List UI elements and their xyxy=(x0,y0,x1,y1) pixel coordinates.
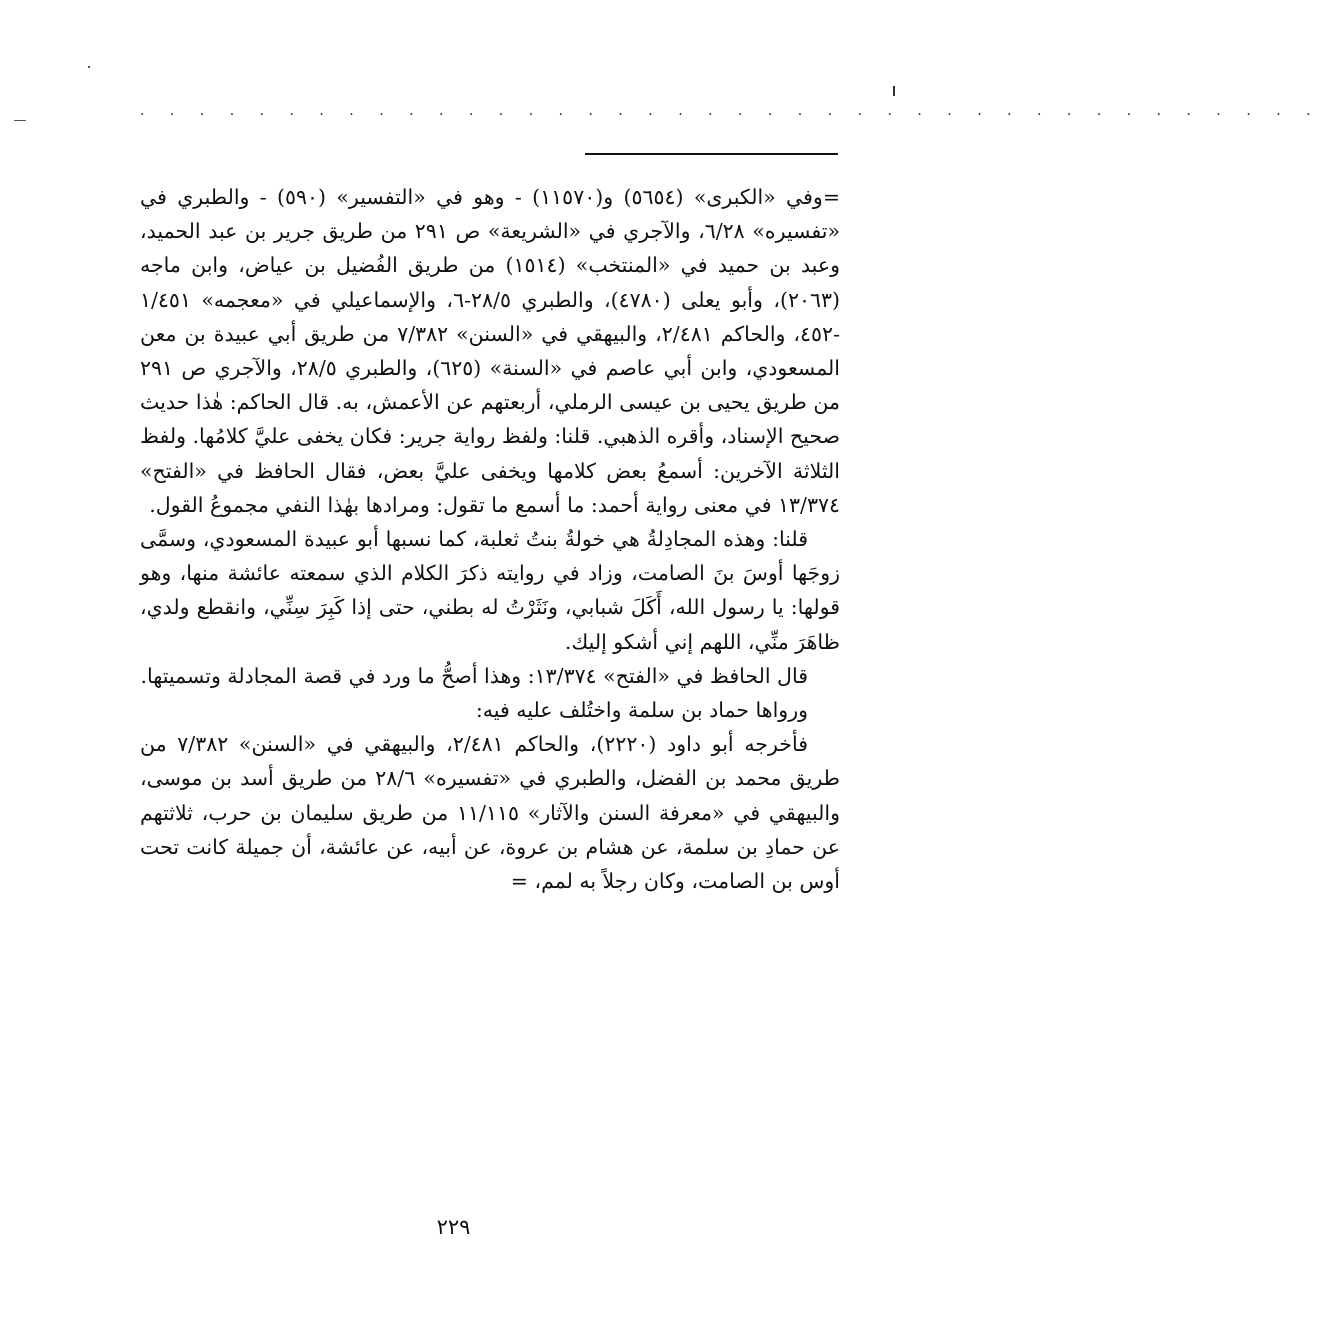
scan-mark-left xyxy=(14,120,26,121)
footnote-separator xyxy=(585,153,838,155)
footnote-paragraph-3: قال الحافظ في «الفتح» ١٣/٣٧٤: وهذا أصحُّ ما ورد في قصة المجادلة وتسميتها. xyxy=(140,663,808,688)
footnote-text-block xyxy=(140,180,840,898)
footnote-paragraph-2: قلنا: وهذه المجادِلةُ هي خولةُ بنتُ ثعلبة، كما نسبها أبو عبيدة المسعودي، وسمَّى زوجَها أوسَ بنَ الصامت، وزاد في روايته ذكرَ الكلام الذي سمعته عائشة منها، وهو قولها: يا رسول الله، أَكَلَ شبابي، ونَثَرْتُ له بطني، حتى إذا كَبِرَ سِنِّي، وانقطع ولدي، ظاهَرَ منِّي، اللهم إني أشكو إليك. xyxy=(140,527,840,654)
footnote-paragraph-4: ورواها حماد بن سلمة واختُلف عليه فيه: xyxy=(475,698,808,723)
footnote-paragraph-1: =وفي «الكبرى» (٥٦٥٤) و(١١٥٧٠) - وهو في «التفسير» (٥٩٠) - والطبري في «تفسيره» ٦/٢٨، والآجري في «الشريعة» ص ٢٩١ من طريق جرير بن عبد الحميد، وعبد بن حميد في «المنتخب» (١٥١٤) من طريق الفُضيل بن عياض، وابن ماجه (٢٠٦٣)، وأبو يعلى (٤٧٨٠)، والطبري ٢٨/٥-٦، والإسماعيلي في «معجمه» ١/٤٥١ -٤٥٢، والحاكم ٢/٤٨١، والبيهقي في «السنن» ٧/٣٨٢ من طريق أبي عبيدة بن معن المسعودي، وابن أبي عاصم في «السنة» (٦٢٥)، والطبري ٢٨/٥، والآجري ص ٢٩١ من طريق يحيى بن عيسى الرملي، أربعتهم عن الأعمش، به. قال الحاكم: هٰذا حديث صحيح الإسناد، وأقره الذهبي. قلنا: ولفظ رواية جرير: فكان يخفى عليَّ كلامُها. ولفظ الثلاثة الآخرين: أسمعُ بعض كلامها ويخفى عليَّ بعض، فقال الحافظ في «الفتح» ١٣/٣٧٤ في معنى رواية أحمد: ما أسمع ما تقول: ومرادها بهٰذا النفي مجموعُ القول. xyxy=(140,185,841,517)
scan-speck xyxy=(88,66,90,68)
scan-mark-right xyxy=(893,86,895,96)
footnote-paragraph-5: فأخرجه أبو داود (٢٢٢٠)، والحاكم ٢/٤٨١، والبيهقي في «السنن» ٧/٣٨٢ من طريق محمد بن الفضل، والطبري في «تفسيره» ٢٨/٦ من طريق أسد بن موسى، والبيهقي في «معرفة السنن والآثار» ١١/١١٥ من طريق سليمان بن حرب، ثلاثتهم عن حمادِ بن سلمة، عن هشام بن عروة، عن أبيه، عن عائشة، أن جميلة كانت تحت أوس بن الصامت، وكان رجلاً به لمم، = xyxy=(140,732,841,894)
page-number: ٢٢٩ xyxy=(436,1215,471,1239)
header-dotted-line: · · · · · · · · · · · · · · · · · · · · · · · · · · · · · · · · · · · · · · · · xyxy=(140,107,1321,123)
